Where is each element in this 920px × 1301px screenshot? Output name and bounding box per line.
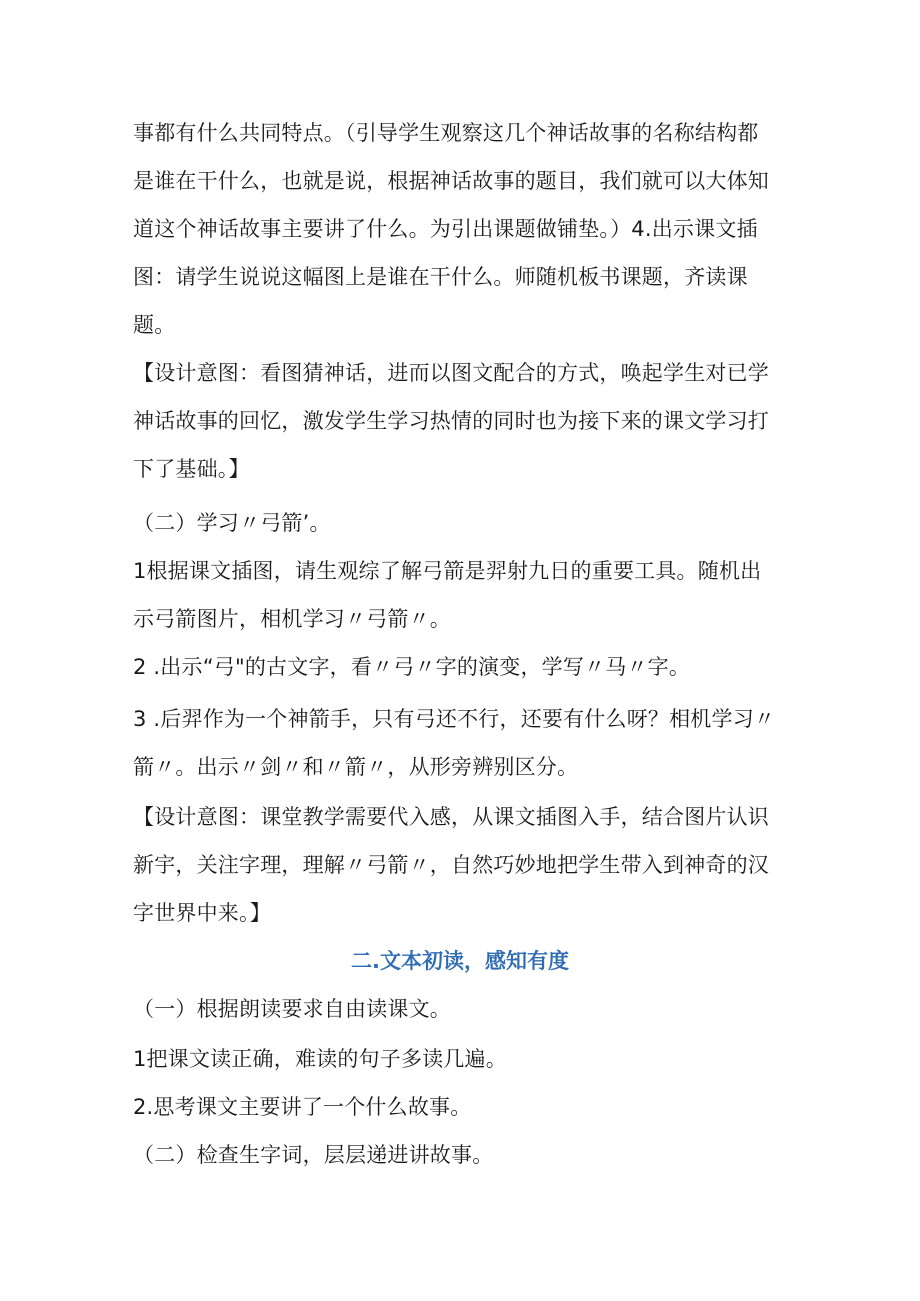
- text-line: 示弓箭图片，相机学习〃弓箭〃。: [133, 607, 451, 631]
- text-line: 图：请学生说说这幅图上是谁在干什么。师随机板书课题，齐读课: [133, 265, 748, 289]
- subsection-title: （二）检查生字词，层层递进讲故事。: [133, 1143, 494, 1167]
- design-intent-line: 【设计意图：课堂教学需要代入感，从课文插图入手，结合图片认识: [133, 805, 769, 829]
- design-intent-line: 神话故事的回忆，激发学生学习热情的同时也为接下来的课文学习打: [133, 409, 769, 433]
- text-line: 1把课文读正确，难读的句子多读几遍。: [133, 1047, 507, 1071]
- subsection-title: （一）根据朗读要求自由读课文。: [133, 997, 451, 1021]
- section-heading: 二.文本初读，感知有度: [351, 949, 569, 973]
- text-line: 3 .后羿作为一个神箭手，只有弓还不行，还要有什么呀？相机学习〃: [133, 707, 776, 731]
- text-line: 题。: [133, 313, 176, 337]
- text-line: 事都有什么共同特点。（引导学生观察这几个神话故事的名称结构都: [133, 121, 759, 145]
- text-line: 箭〃。出示〃剑〃和〃箭〃，从形旁辨别区分。: [133, 755, 579, 779]
- text-line: 2 .出示“弓"的古文字，看〃弓〃字的演变，学写〃马〃字。: [133, 655, 691, 679]
- design-intent-line: 【设计意图：看图猜神话，进而以图文配合的方式，唤起学生对已学: [133, 361, 769, 385]
- text-line: 是谁在干什么，也就是说，根据神话故事的题目，我们就可以大体知: [133, 169, 769, 193]
- text-line: 1根据课文插图，请生观综了解弓箭是羿射九日的重要工具。随机出: [133, 559, 762, 583]
- text-line: 2.思考课文主要讲了一个什么故事。: [133, 1095, 472, 1119]
- subsection-title: （二）学习〃弓箭’。: [133, 511, 331, 535]
- design-intent-line: 新宇，关注字理，理解〃弓箭〃，自然巧妙地把学生带入到神奇的汉: [133, 853, 769, 877]
- design-intent-line: 字世界中来。】: [133, 901, 271, 925]
- design-intent-line: 下了基础。】: [133, 457, 250, 481]
- text-line: 道这个神话故事主要讲了什么。为引出课题做铺垫。）4.出示课文插: [133, 217, 758, 241]
